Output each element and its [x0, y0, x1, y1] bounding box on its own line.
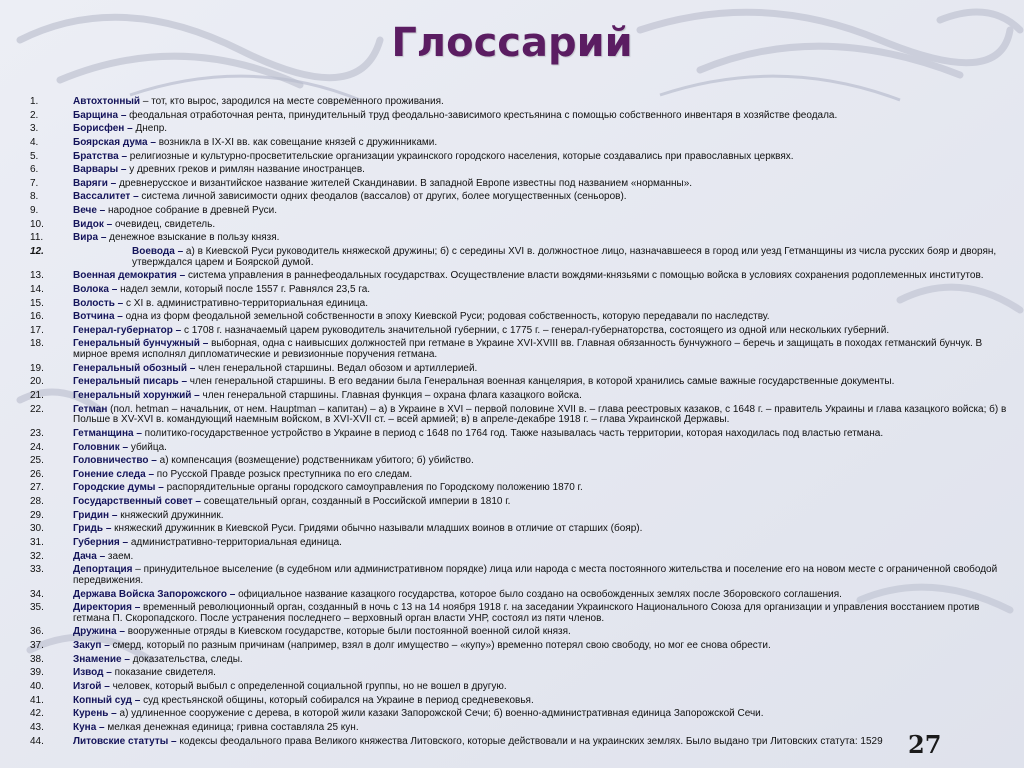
item-term: Извод –: [73, 667, 112, 679]
item-definition: а) удлиненное сооружение с дерева, в которой жили казаки Запорожской Сечи; б) военно-административная единица Запорожской Сечи.: [116, 708, 764, 720]
item-number: 11.: [30, 232, 44, 244]
item-term: Вече –: [73, 205, 106, 217]
item-definition: мелкая денежная единица; гривна составляла 25 кун.: [104, 721, 359, 733]
item-number: 9.: [30, 205, 39, 217]
item-term: Барщина –: [73, 109, 127, 121]
item-definition: показание свидетеля.: [111, 667, 216, 679]
item-term: Генерал-губернатор –: [73, 324, 182, 336]
glossary-item: [30, 552, 1014, 563]
item-number: 30.: [30, 523, 44, 535]
glossary-item: [30, 247, 1014, 268]
glossary-item: [30, 165, 1014, 176]
item-definition: временный революционный орган, созданный в ночь с 13 на 14 ноября 1918 г. на заседании Украинского Национального Союза для организации и управления восстанием против гетмана П. Скоропадского. После устранения последнего – верховный орган власти УНР, состоял из пяти членов.: [73, 602, 980, 624]
item-term: Куна –: [73, 721, 105, 733]
item-number: 13.: [30, 270, 44, 282]
glossary-item: [30, 524, 1014, 535]
item-definition: член генеральной старшины. Главная функция – охрана флага казацкого войска.: [199, 390, 582, 401]
glossary-item: [30, 377, 1014, 388]
item-definition: народное собрание в древней Руси.: [105, 205, 277, 217]
item-definition: древнерусское и византийское название жителей Скандинавии. В западной Европе известны под названием «норманны».: [116, 177, 693, 189]
item-definition: смерд, который по разным причинам (например, взял в долг имущество – «купу») временно потерял свою свободу, но мог ее снова обрести.: [109, 640, 771, 652]
glossary-item: [30, 483, 1014, 494]
item-term: Губерния –: [73, 537, 129, 548]
item-number: 32.: [30, 550, 44, 562]
item-number: 7.: [30, 177, 39, 189]
item-definition: с XI в. административно-территориальная единица.: [123, 297, 368, 309]
item-term: Головник –: [73, 441, 129, 453]
item-definition: член генеральной старшины. Ведал обозом и артиллерией.: [195, 362, 478, 374]
item-number: 42.: [30, 708, 44, 720]
item-definition: (пол. hetman – начальник, от нем. Hauptman – капитан) – а) в Украине в XVI – первой половине XVII в. – глава реестровых казаков, с 1648 г. – правитель Украины и глава казацкого войска; б) в Польше в XV-XVI в. командующий наемным войском, в XVI-XVII ст. – всей армией; в) в апреле-декабре 1918 г. – глава Украинской Державы.: [73, 403, 1007, 426]
item-number: 34.: [30, 588, 44, 600]
item-term: Генеральный хорунжий –: [73, 390, 200, 401]
glossary-item: [30, 233, 1014, 244]
item-definition: возникла в IX-XI вв. как совещание князей с дружинниками.: [155, 136, 438, 148]
item-definition: религиозные и культурно-просветительские организации украинского городского населения, которые создавались при православных церквях.: [127, 150, 794, 162]
item-definition: – тот, кто вырос, зародился на месте современного проживания.: [140, 96, 444, 107]
item-number: 23.: [30, 427, 44, 439]
glossary-item: [30, 271, 1014, 282]
item-definition: официальное название казацкого государства, которое было создано на освобожденных землях после Зборовского соглашения.: [235, 588, 842, 600]
item-definition: а) компенсация (возмещение) родственникам убитого; б) убийство.: [156, 455, 474, 467]
item-number: 5.: [30, 150, 39, 162]
item-term: Дача –: [73, 550, 106, 562]
glossary-item: [30, 737, 1014, 748]
item-number: 35.: [30, 602, 44, 614]
item-definition: система личной зависимости одних феодалов (вассалов) от других, более могущественных (сеньоров).: [138, 191, 627, 203]
item-number: 26.: [30, 468, 44, 480]
item-definition: – принудительное выселение (в судебном или административном порядке) лица или народа с места постоянного жительства и поселение его на новом месте с ограниченной свободой передвижения.: [73, 564, 998, 586]
glossary-item: [30, 391, 1014, 402]
item-term: Братства –: [73, 150, 127, 162]
item-number: 16.: [30, 311, 44, 323]
item-term: Держава Войска Запорожского –: [73, 588, 236, 600]
item-number: 15.: [30, 297, 44, 309]
item-definition: Днепр.: [132, 123, 168, 135]
item-number: 31.: [30, 537, 44, 548]
glossary-item: [30, 723, 1014, 734]
item-number: 10.: [30, 218, 44, 230]
item-definition: убийца.: [128, 441, 167, 453]
glossary-item: [30, 138, 1014, 149]
item-definition: административно-территориальная единица.: [128, 537, 342, 548]
glossary-item: [30, 220, 1014, 231]
item-number: 38.: [30, 653, 44, 665]
item-term: Видок –: [73, 218, 113, 230]
item-term: Гетман: [73, 403, 108, 415]
glossary-item: [30, 364, 1014, 375]
item-number: 36.: [30, 626, 44, 638]
item-number: 2.: [30, 109, 39, 121]
item-definition: феодальная отработочная рента, принудительный труд феодально-зависимого крестьянина с помощью собственного инвентаря в хозяйстве феодала.: [126, 109, 838, 121]
item-term: Литовские статуты –: [73, 735, 177, 747]
glossary-item: [30, 299, 1014, 310]
glossary-item: [30, 429, 1014, 440]
glossary-item: [30, 538, 1014, 549]
item-term: Автохтонный: [73, 96, 141, 107]
item-definition: человек, который выбыл с определенной социальной группы, но не вошел в другую.: [109, 680, 507, 692]
item-term: Борисфен –: [73, 123, 133, 135]
item-definition: совещательный орган, созданный в Российской империи в 1810 г.: [200, 496, 511, 508]
item-definition: выборная, одна с наивысших должностей при гетмане в Украине XVI-XVIII вв. Главная обязанность бунчужного – беречь и защищать в походах гетманский бунчук. В мирное время исполнял дипломатические и ревизионные поручения гетмана.: [73, 338, 983, 361]
item-number: 6.: [30, 164, 39, 176]
item-definition: одна из форм феодальной земельной собственности в эпоху Киевской Руси; родовая собственность, которую передавали по наследству.: [122, 311, 770, 323]
item-term: Государственный совет –: [73, 496, 201, 508]
glossary-item: [30, 641, 1014, 652]
item-term: Курень –: [73, 708, 117, 720]
item-definition: княжеский дружинник в Киевской Руси. Гридями обычно называли младших воинов в отличие от старших (бояр).: [111, 523, 643, 535]
item-definition: кодексы феодального права Великого княжества Литовского, которые действовали и на украинских землях. Было выдано три Литовских статута: 1529: [176, 735, 883, 747]
item-number: 29.: [30, 509, 44, 521]
item-definition: заем.: [105, 550, 134, 562]
glossary-item: [30, 655, 1014, 666]
item-definition: княжеский дружинник.: [117, 509, 224, 521]
item-number: 4.: [30, 136, 39, 148]
glossary-item: [30, 709, 1014, 720]
item-number: 27.: [30, 482, 44, 494]
glossary-item: [30, 152, 1014, 163]
glossary-item: [30, 192, 1014, 203]
item-term: Директория –: [73, 602, 141, 614]
item-definition: система управления в раннефеодальных государствах. Осуществление власти вождями-князьями с помощью войска в условиях сохранения родоплеменных институтов.: [185, 270, 984, 282]
item-definition: суд крестьянской общины, который собирался на Украине в период средневековья.: [140, 694, 534, 706]
glossary-item: [30, 456, 1014, 467]
item-number: 37.: [30, 640, 44, 652]
item-definition: член генеральной старшины. В его ведании была Генеральная военная канцелярия, в которой хранились самые важные государственные документы.: [187, 376, 895, 388]
item-term: Гридь –: [73, 523, 112, 535]
item-number: 41.: [30, 694, 44, 706]
item-number: 12.: [30, 246, 44, 258]
glossary-item: [30, 179, 1014, 190]
item-term: Закуп –: [73, 640, 110, 652]
item-number: 28.: [30, 496, 44, 508]
item-number: 17.: [30, 324, 44, 336]
glossary-item: [30, 682, 1014, 693]
item-number: 19.: [30, 362, 44, 374]
item-number: 33.: [30, 564, 44, 576]
glossary-item: [30, 603, 1014, 624]
item-term: Знамение –: [73, 653, 130, 665]
glossary-item: [30, 511, 1014, 522]
item-term: Вассалитет –: [73, 191, 139, 203]
item-definition: политико-государственное устройство в Украине в период с 1648 по 1764 год. Также называлась часть территории, которая находилась под властью гетмана.: [141, 427, 884, 439]
item-definition: распорядительные органы городского самоуправления по Городскому положению 1870 г.: [163, 482, 583, 494]
page-number: 27: [908, 730, 942, 759]
item-number: 22.: [30, 403, 44, 415]
item-term: Варвары –: [73, 164, 127, 176]
glossary-item: [30, 326, 1014, 337]
item-term: Гридин –: [73, 509, 118, 521]
glossary-item: [30, 627, 1014, 638]
item-number: 25.: [30, 455, 44, 467]
item-term: Депортация: [73, 564, 133, 576]
item-term: Копный суд –: [73, 694, 141, 706]
item-term: Вотчина –: [73, 311, 123, 323]
item-term: Генеральный обозный –: [73, 362, 196, 374]
item-definition: очевидец, свидетель.: [112, 218, 216, 230]
item-term: Генеральный бунчужный –: [73, 338, 209, 350]
item-number: 24.: [30, 441, 44, 453]
slide-title: Глоссарий: [391, 20, 633, 66]
item-term: Боярская дума –: [73, 136, 156, 148]
item-term: Гонение следа –: [73, 468, 155, 480]
item-term: Воевода –: [132, 246, 184, 258]
item-term: Головничество –: [73, 455, 157, 467]
item-term: Городские думы –: [73, 482, 164, 494]
glossary-item: [30, 312, 1014, 323]
item-number: 39.: [30, 667, 44, 679]
glossary-item: [30, 206, 1014, 217]
glossary-item: [30, 111, 1014, 122]
item-term: Гетманщина –: [73, 427, 142, 439]
glossary-item: [30, 405, 1014, 426]
item-number: 3.: [30, 123, 39, 135]
item-definition: по Русской Правде розыск преступника по его следам.: [154, 468, 413, 480]
glossary-item: [30, 565, 1014, 586]
item-term: Дружина –: [73, 626, 125, 638]
glossary-item: [30, 97, 1014, 108]
item-term: Варяги –: [73, 177, 117, 189]
item-term: Волока –: [73, 283, 118, 295]
item-number: 43.: [30, 721, 44, 733]
item-number: 18.: [30, 338, 44, 350]
item-term: Вира –: [73, 232, 107, 244]
glossary-item: [30, 443, 1014, 454]
item-number: 14.: [30, 283, 44, 295]
item-definition: доказательства, следы.: [129, 653, 243, 665]
glossary-item: [30, 668, 1014, 679]
glossary-item: [30, 590, 1014, 601]
item-term: Генеральный писарь –: [73, 376, 188, 388]
glossary-item: [30, 470, 1014, 481]
item-definition: денежное взыскание в пользу князя.: [106, 232, 280, 244]
item-number: 8.: [30, 191, 39, 203]
glossary-item: [30, 497, 1014, 508]
glossary-item: [30, 696, 1014, 707]
item-number: 44.: [30, 735, 44, 747]
item-definition: у древних греков и римлян название иностранцев.: [126, 164, 365, 176]
glossary-list: [30, 97, 1014, 750]
glossary-item: [30, 124, 1014, 135]
item-term: Военная демократия –: [73, 270, 186, 282]
item-number: 21.: [30, 390, 44, 401]
item-term: Волость –: [73, 297, 124, 309]
glossary-item: [30, 339, 1014, 360]
item-definition: надел земли, который после 1557 г. Равнялся 23,5 га.: [117, 283, 371, 295]
item-definition: с 1708 г. назначаемый царем руководитель значительной губернии, с 1775 г. – генерал-губернаторства, состоящего из одной или нескольких губерний.: [181, 324, 890, 336]
item-number: 20.: [30, 376, 44, 388]
item-definition: вооруженные отряды в Киевском государстве, которые были постоянной военной силой князя.: [124, 626, 571, 638]
glossary-item: [30, 285, 1014, 296]
item-definition: а) в Киевской Руси руководитель княжеской дружины; б) с середины XVI в. должностное лицо, назначавшееся в город или уезд Гетманщины из числа русских бояр и дворян, утверждался царем и Боярской думой.: [132, 246, 997, 268]
item-number: 40.: [30, 680, 44, 692]
item-number: 1.: [30, 96, 39, 107]
item-term: Изгой –: [73, 680, 110, 692]
